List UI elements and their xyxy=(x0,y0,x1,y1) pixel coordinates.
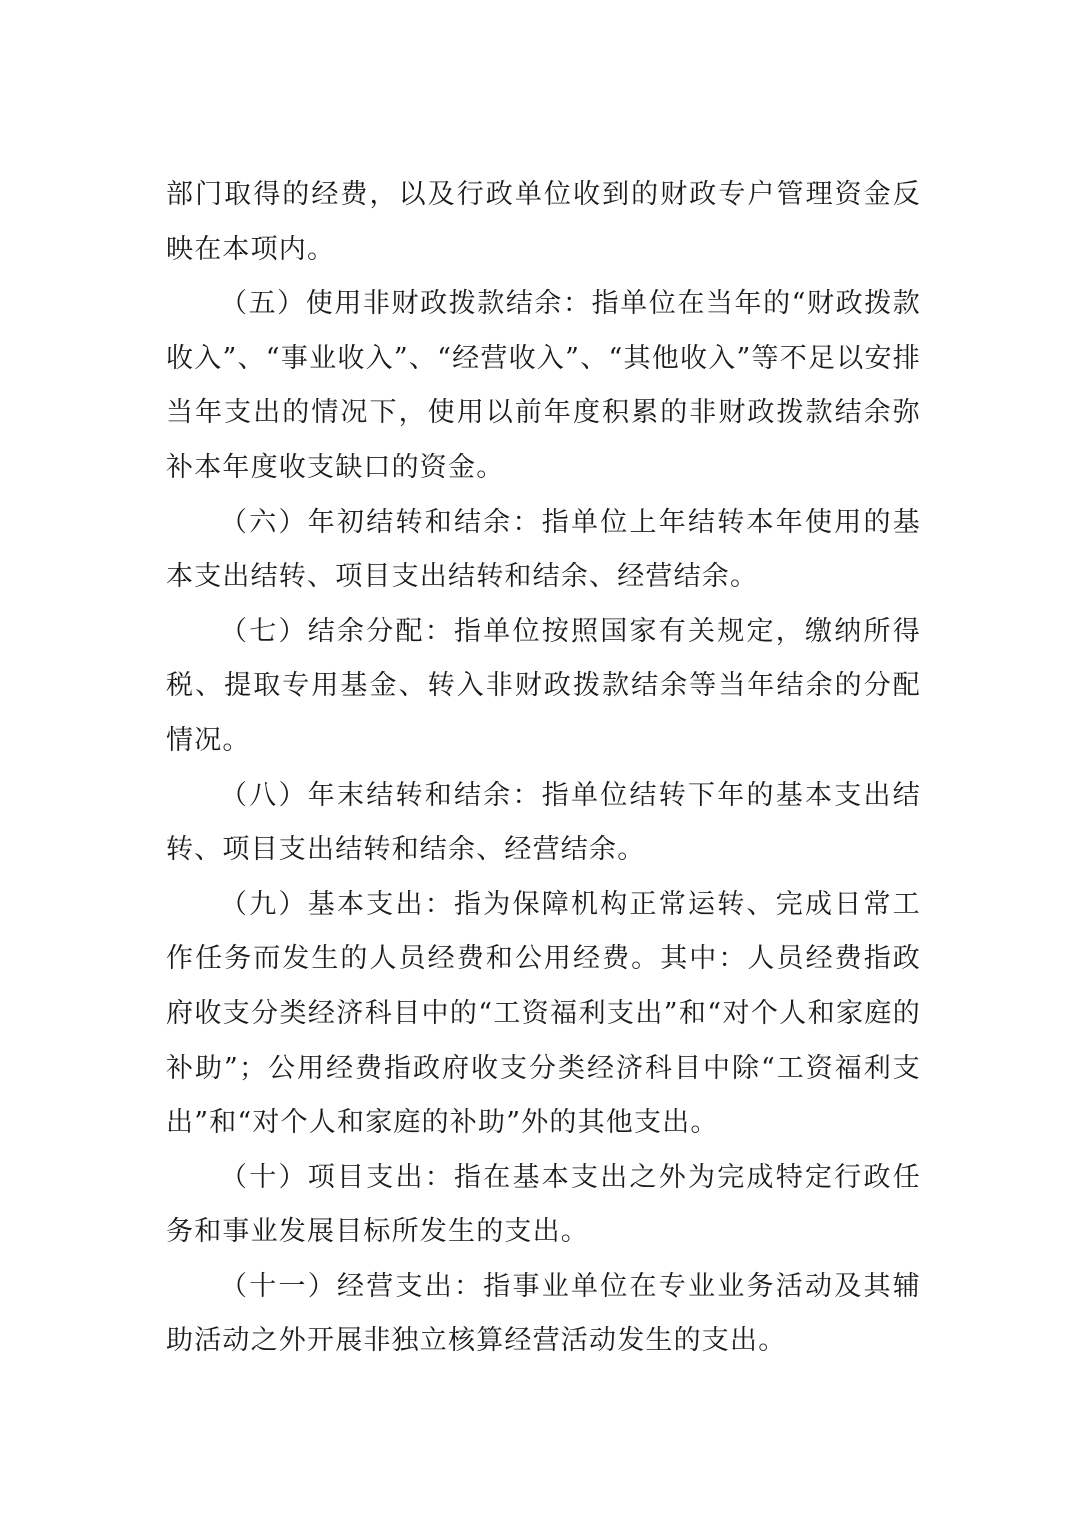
paragraph-section-7: （七）结余分配：指单位按照国家有关规定，缴纳所得税、提取专用基金、转入非财政拨款结余等当年结余的分配情况。 xyxy=(166,615,921,756)
paragraph-section-10: （十）项目支出：指在基本支出之外为完成特定行政任务和事业发展目标所发生的支出。 xyxy=(166,1161,921,1248)
paragraph-section-11: （十一）经营支出：指事业单位在专业业务活动及其辅助活动之外开展非独立核算经营活动发生的支出。 xyxy=(166,1270,921,1357)
paragraph-section-6: （六）年初结转和结余：指单位上年结转本年使用的基本支出结转、项目支出结转和结余、经营结余。 xyxy=(166,506,921,593)
paragraph-section-9: （九）基本支出：指为保障机构正常运转、完成日常工作任务而发生的人员经费和公用经费。其中：人员经费指政府收支分类经济科目中的“工资福利支出”和“对个人和家庭的补助”；公用经费指政府收支分类经济科目中除“工资福利支出”和“对个人和家庭的补助”外的其他支出。 xyxy=(166,888,921,1139)
document-body xyxy=(166,168,921,1369)
paragraph-continuation: 部门取得的经费，以及行政单位收到的财政专户管理资金反映在本项内。 xyxy=(166,179,921,265)
paragraph-section-5: （五）使用非财政拨款结余：指单位在当年的“财政拨款收入”、“事业收入”、“经营收入”、“其他收入”等不足以安排当年支出的情况下，使用以前年度积累的非财政拨款结余弥补本年度收支缺口的资金。 xyxy=(166,288,921,483)
paragraph-section-8: （八）年末结转和结余：指单位结转下年的基本支出结转、项目支出结转和结余、经营结余。 xyxy=(166,779,921,866)
